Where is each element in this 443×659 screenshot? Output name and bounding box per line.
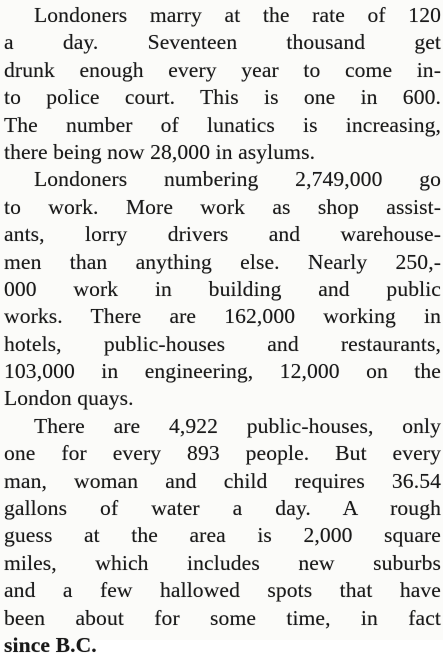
text-line: The number of lunatics is increasing, (4, 112, 441, 137)
text-line: drunk enough every year to come in- (4, 57, 441, 82)
text-line: since B.C. (4, 632, 97, 657)
text-line: hotels, public-houses and restaurants, (4, 331, 441, 356)
text-line: 103,000 in engineering, 12,000 on the (4, 359, 441, 384)
text-line: man, woman and child requires 36.54 (4, 468, 441, 493)
text-line: works. There are 162,000 working in (4, 304, 441, 329)
text-line: to work. More work as shop assist- (4, 194, 441, 219)
text-line: Londoners marry at the rate of 120 (34, 3, 441, 27)
paragraph-marriage-and-police (4, 2, 441, 166)
text-line: been about for some time, in fact (4, 605, 441, 630)
text-line: London quays. (4, 386, 134, 411)
text-line: and a few hallowed spots that have (4, 578, 441, 603)
text-line: to police court. This is one in 600. (4, 85, 441, 110)
text-line: one for every 893 people. But every (4, 441, 441, 466)
text-line: Londoners numbering 2,749,000 go (34, 167, 441, 192)
article-text (4, 2, 441, 659)
text-line: ants, lorry drivers and warehouse- (4, 222, 441, 247)
text-line: a day. Seventeen thousand get (4, 30, 441, 55)
text-line: miles, which includes new suburbs (4, 550, 441, 575)
paragraph-pubs-and-water (4, 413, 441, 659)
text-line: there being now 28,000 in asylums. (4, 139, 316, 164)
text-line: 000 work in building and public (4, 276, 441, 301)
text-line: gallons of water a day. A rough (4, 496, 441, 521)
paragraph-work (4, 166, 441, 413)
text-line: There are 4,922 public-houses, only (34, 413, 441, 438)
text-line: men than anything else. Nearly 250,- (4, 249, 441, 274)
text-line: guess at the area is 2,000 square (4, 523, 441, 548)
